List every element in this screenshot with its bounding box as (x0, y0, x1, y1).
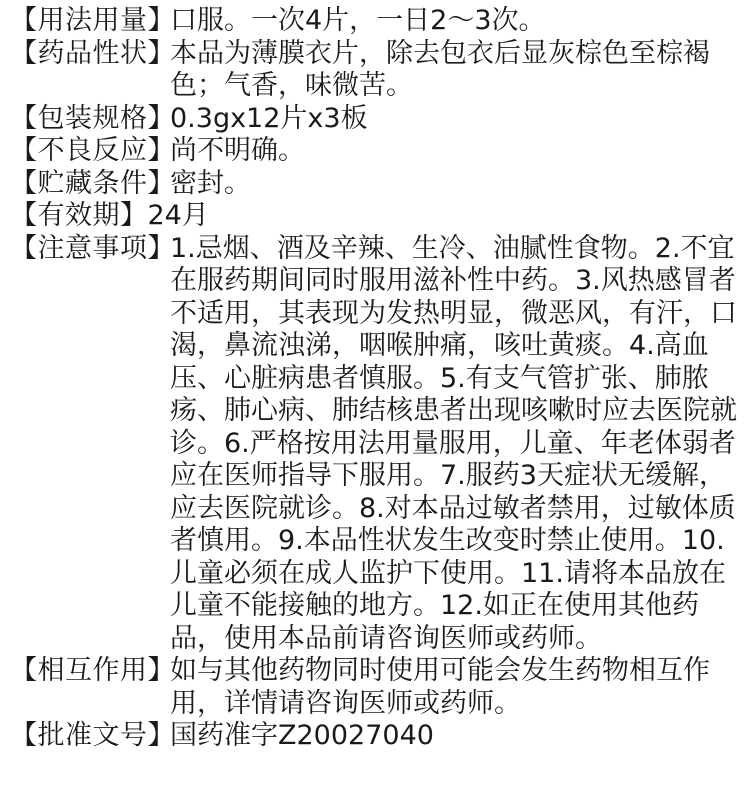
row-package-spec (10, 103, 750, 136)
row-value: 密封。 (170, 167, 251, 199)
row-value: 24月 (147, 200, 209, 231)
row-value: 本品为薄膜衣片，除去包衣后显灰棕色至棕褐色；气香，味微苦。 (170, 37, 710, 101)
row-value: 尚不明确。 (170, 135, 305, 166)
row-label: 【贮藏条件】 (10, 167, 175, 199)
row-label: 【不良反应】 (10, 135, 175, 166)
row-value: 国药准字Z20027040 (170, 720, 434, 751)
row-value: 0.3gx12片x3板 (170, 102, 368, 134)
row-value: 如与其他药物同时使用可能会发生药物相互作用，详情请咨询医师或药师。 (170, 655, 710, 719)
row-label: 【用法用量】 (10, 5, 175, 36)
row-approval-number (10, 720, 750, 753)
row-usage-dosage (10, 5, 750, 38)
row-appearance (10, 38, 750, 103)
row-value: 口服。一次4片，一日2～3次。 (170, 5, 546, 36)
row-adverse-reactions (10, 135, 750, 168)
row-expiry (10, 200, 750, 233)
row-label: 【相互作用】 (10, 655, 175, 686)
row-precautions (10, 233, 750, 656)
row-label: 【注意事项】 (10, 232, 175, 264)
row-storage (10, 168, 750, 201)
row-label: 【批准文号】 (10, 720, 175, 751)
row-label: 【包装规格】 (10, 102, 175, 134)
row-interactions (10, 655, 750, 720)
row-value: 1.忌烟、酒及辛辣、生冷、油腻性食物。2.不宜在服药期间同时服用滋补性中药。3.风热感冒者不适用，其表现为发热明显，微恶风，有汗，口渴，鼻流浊涕，咽喉肿痛，咳吐黄痰。4.高血压、心脏病患者慎服。5.有支气管扩张、肺脓疡、肺心病、肺结核患者出现咳嗽时应去医院就诊。6.严格按用法用量服用，儿童、年老体弱者应在医师指导下服用。7.服药3天症状无缓解，应去医院就诊。8.对本品过敏者禁用，过敏体质者慎用。9.本品性状发生改变时禁止使用。10.儿童必须在成人监护下使用。11.请将本品放在儿童不能接触的地方。12.如正在使用其他药品，使用本品前请咨询医师或药师。 (170, 232, 737, 654)
row-label: 【药品性状】 (10, 37, 175, 69)
row-label: 【有效期】 (10, 200, 148, 231)
